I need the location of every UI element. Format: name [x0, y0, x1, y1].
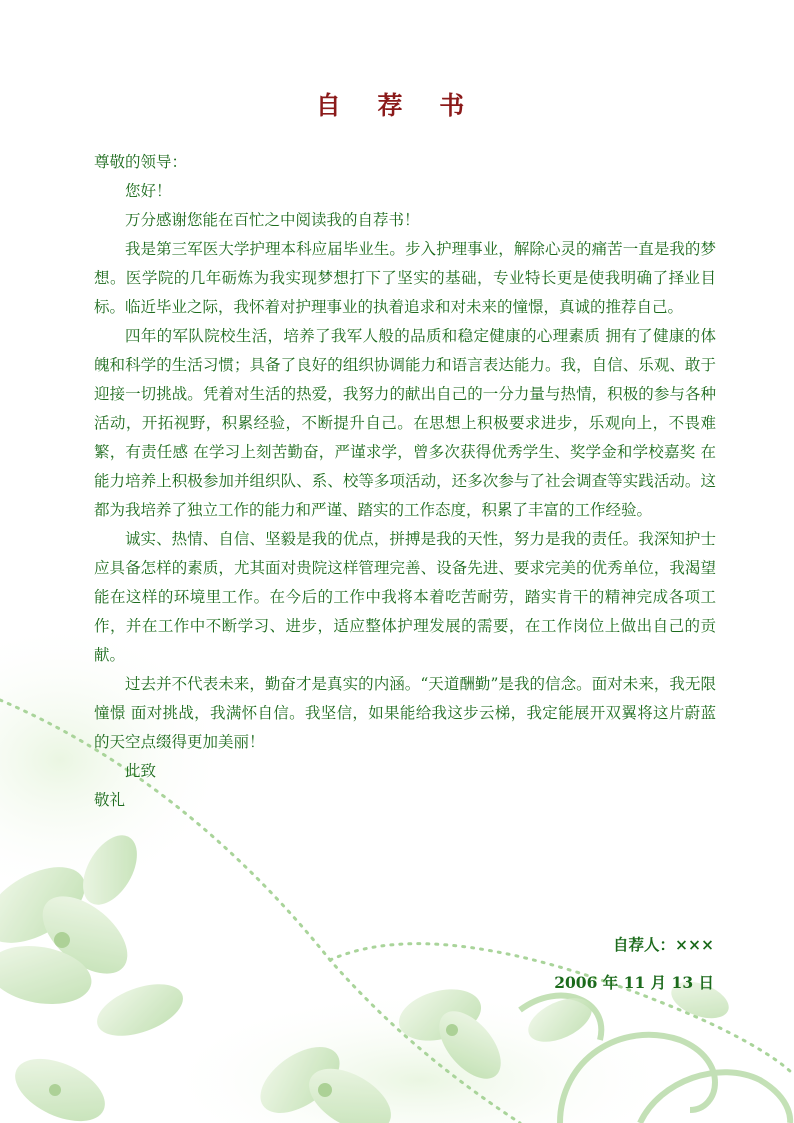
closing: 此致 [125, 762, 157, 780]
letter-body [94, 148, 716, 815]
signature-block [554, 926, 714, 1002]
signature: 自荐人：××× [613, 935, 714, 954]
paragraph-3: 四年的军队院校生活，培养了我军人般的品质和稳定健康的心理素质 拥有了健康的体魄和科学的生活习惯；具备了良好的组织协调能力和语言表达能力。我，自信、乐观、敢于迎接一切挑战。凭着对生活的热爱，我努力的献出自己的一分力量与热情，积极的参与各种活动，开拓视野，积累经验，不断提升自己。在思想上积极要求进步，乐观向上，不畏难繁，有责任感 在学习上刻苦勤奋，严谨求学，曾多次获得优秀学生、奖学金和学校嘉奖 在能力培养上积极参加并组织队、系、校等多项活动，还多次参与了社会调查等实践活动。这都为我培养了独立工作的能力和严谨、踏实的工作态度，积累了丰富的工作经验。 [94, 327, 716, 519]
paragraph-5: 过去并不代表未来，勤奋才是真实的内涵。“天道酬勤”是我的信念。面对未来，我无限憧憬 面对挑战，我满怀自信。我坚信，如果能给我这步云梯，我定能展开双翼将这片蔚蓝的天空点缀得更加美丽！ [94, 675, 716, 751]
paragraph-1: 万分感谢您能在百忙之中阅读我的自荐书！ [125, 211, 420, 229]
salutation: 尊敬的领导： [94, 153, 188, 171]
greeting: 您好！ [125, 182, 172, 200]
paragraph-2: 我是第三军医大学护理本科应届毕业生。步入护理事业，解除心灵的痛苦一直是我的梦想。医学院的几年砺炼为我实现梦想打下了坚实的基础，专业特长更是使我明确了择业目标。临近毕业之际，我怀着对护理事业的执着追求和对未来的憧憬，真诚的推荐自己。 [94, 240, 716, 316]
page-title: 自 荐 书 [315, 91, 479, 120]
paragraph-4: 诚实、热情、自信、坚毅是我的优点，拼搏是我的天性，努力是我的责任。我深知护士应具备怎样的素质，尤其面对贵院这样管理完善、设备先进、要求完美的优秀单位，我渴望能在这样的环境里工作。在今后的工作中我将本着吃苦耐劳，踏实肯干的精神完成各项工作，并在工作中不断学习、进步，适应整体护理发展的需要，在工作岗位上做出自己的贡献。 [94, 530, 716, 664]
date: 2006 年 11 月 13 日 [554, 973, 714, 992]
regards: 敬礼 [94, 791, 126, 809]
